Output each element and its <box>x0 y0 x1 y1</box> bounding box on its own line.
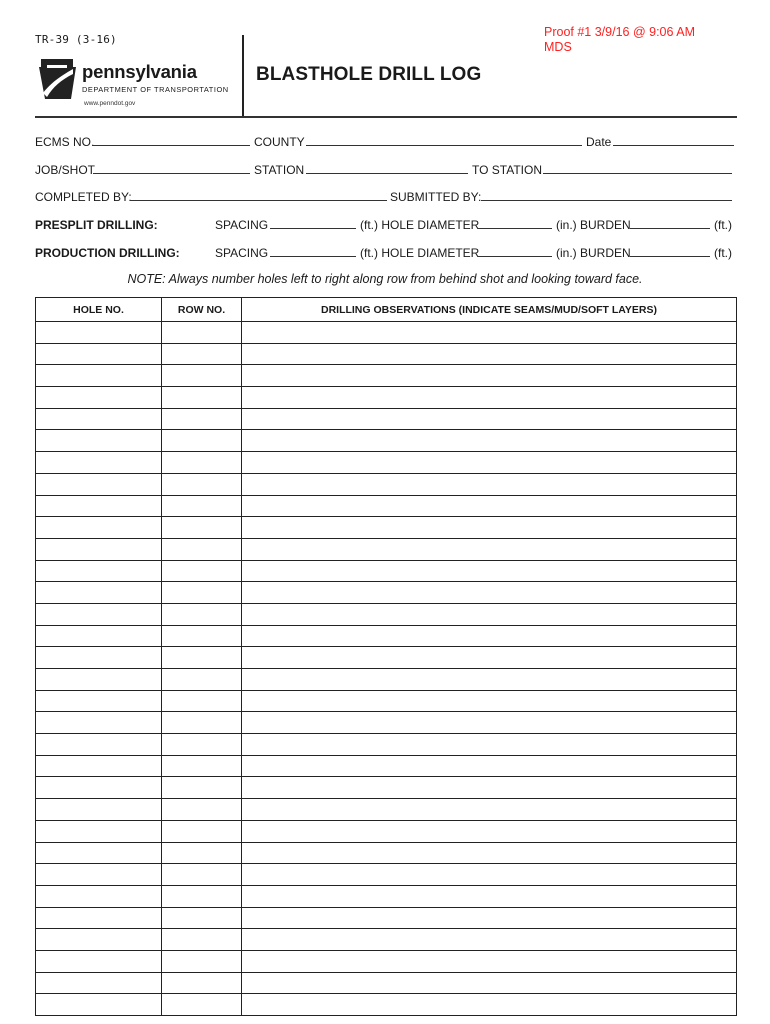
table-row <box>36 560 737 582</box>
table-row <box>36 734 737 756</box>
observations-cell[interactable] <box>242 452 737 474</box>
hole-no-cell[interactable] <box>36 343 162 365</box>
table-row <box>36 538 737 560</box>
hole-no-cell[interactable] <box>36 517 162 539</box>
presplit-spacing-label: SPACING <box>215 218 269 232</box>
hole-no-cell[interactable] <box>36 669 162 691</box>
row-no-cell[interactable] <box>162 517 242 539</box>
submitted-by-field[interactable] <box>481 189 732 201</box>
table-row <box>36 950 737 972</box>
row-no-cell[interactable] <box>162 777 242 799</box>
observations-cell[interactable] <box>242 929 737 951</box>
row-no-cell[interactable] <box>162 647 242 669</box>
observations-cell[interactable] <box>242 517 737 539</box>
hole-no-cell[interactable] <box>36 994 162 1016</box>
observations-cell[interactable] <box>242 387 737 409</box>
col-header-row-no: ROW NO. <box>162 298 242 322</box>
production-row <box>35 245 735 261</box>
table-row <box>36 842 737 864</box>
row-no-cell[interactable] <box>162 603 242 625</box>
presplit-burden-field[interactable] <box>630 217 710 229</box>
hole-no-cell[interactable] <box>36 473 162 495</box>
observations-cell[interactable] <box>242 712 737 734</box>
row-no-cell[interactable] <box>162 408 242 430</box>
table-row <box>36 452 737 474</box>
observations-cell[interactable] <box>242 885 737 907</box>
production-burden-label: (in.) BURDEN <box>556 246 631 260</box>
observations-cell[interactable] <box>242 495 737 517</box>
observations-cell[interactable] <box>242 842 737 864</box>
date-field[interactable] <box>613 134 734 146</box>
table-row <box>36 430 737 452</box>
row-no-cell[interactable] <box>162 972 242 994</box>
row-no-cell[interactable] <box>162 755 242 777</box>
row-no-cell[interactable] <box>162 387 242 409</box>
instruction-note: NOTE: Always number holes left to right along row from behind shot and looking toward face. <box>127 272 643 286</box>
table-row <box>36 603 737 625</box>
signoff-row <box>35 189 735 205</box>
observations-cell[interactable] <box>242 777 737 799</box>
row-no-cell[interactable] <box>162 799 242 821</box>
station-field[interactable] <box>306 162 468 174</box>
production-hole-diameter-label: (ft.) HOLE DIAMETER <box>360 246 480 260</box>
table-row <box>36 625 737 647</box>
presplit-burden-label: (in.) BURDEN <box>556 218 631 232</box>
presplit-hole-diameter-field[interactable] <box>478 217 552 229</box>
table-row <box>36 690 737 712</box>
table-row <box>36 972 737 994</box>
observations-cell[interactable] <box>242 669 737 691</box>
row-no-cell[interactable] <box>162 322 242 344</box>
presplit-spacing-field[interactable] <box>270 217 356 229</box>
production-label: PRODUCTION DRILLING: <box>35 246 180 260</box>
row-no-cell[interactable] <box>162 343 242 365</box>
production-burden-unit: (ft.) <box>714 246 732 260</box>
hole-no-cell[interactable] <box>36 408 162 430</box>
table-row <box>36 322 737 344</box>
hole-no-cell[interactable] <box>36 734 162 756</box>
county-field[interactable] <box>306 134 582 146</box>
observations-cell[interactable] <box>242 625 737 647</box>
hole-no-cell[interactable] <box>36 538 162 560</box>
observations-cell[interactable] <box>242 322 737 344</box>
hole-no-cell[interactable] <box>36 755 162 777</box>
observations-cell[interactable] <box>242 582 737 604</box>
row-no-cell[interactable] <box>162 538 242 560</box>
table-row <box>36 929 737 951</box>
drill-log-table <box>35 297 737 1016</box>
row-no-cell[interactable] <box>162 907 242 929</box>
hole-no-cell[interactable] <box>36 603 162 625</box>
row-no-cell[interactable] <box>162 712 242 734</box>
observations-cell[interactable] <box>242 864 737 886</box>
table-row <box>36 343 737 365</box>
proof-stamp <box>544 25 695 55</box>
production-hole-diameter-field[interactable] <box>478 245 552 257</box>
page-title: BLASTHOLE DRILL LOG <box>256 64 482 85</box>
table-row <box>36 885 737 907</box>
hole-no-cell[interactable] <box>36 972 162 994</box>
row-no-cell[interactable] <box>162 669 242 691</box>
row-no-cell[interactable] <box>162 994 242 1016</box>
logo-wordmark: pennsylvania <box>82 61 197 82</box>
proof-line-1: Proof #1 3/9/16 @ 9:06 AM <box>544 25 695 39</box>
hole-no-cell[interactable] <box>36 820 162 842</box>
hole-no-cell[interactable] <box>36 625 162 647</box>
row-no-cell[interactable] <box>162 495 242 517</box>
county-label: COUNTY <box>254 135 305 149</box>
row-no-cell[interactable] <box>162 473 242 495</box>
hole-no-cell[interactable] <box>36 365 162 387</box>
production-spacing-field[interactable] <box>270 245 356 257</box>
completed-by-label: COMPLETED BY: <box>35 190 132 204</box>
production-burden-field[interactable] <box>630 245 710 257</box>
row-no-cell[interactable] <box>162 690 242 712</box>
jobshot-row <box>35 162 735 178</box>
table-header-row <box>36 298 737 322</box>
hole-no-cell[interactable] <box>36 842 162 864</box>
hole-no-cell[interactable] <box>36 322 162 344</box>
presplit-hole-diameter-label: (ft.) HOLE DIAMETER <box>360 218 480 232</box>
observations-cell[interactable] <box>242 408 737 430</box>
table-row <box>36 864 737 886</box>
table-row <box>36 365 737 387</box>
submitted-by-label: SUBMITTED BY: <box>390 190 482 204</box>
table-row <box>36 820 737 842</box>
observations-cell[interactable] <box>242 365 737 387</box>
header-divider-horizontal <box>35 116 737 118</box>
hole-no-cell[interactable] <box>36 799 162 821</box>
hole-no-cell[interactable] <box>36 907 162 929</box>
jobshot-label: JOB/SHOT <box>35 163 96 177</box>
production-spacing-label: SPACING <box>215 246 269 260</box>
row-no-cell[interactable] <box>162 365 242 387</box>
observations-cell[interactable] <box>242 755 737 777</box>
table-row <box>36 408 737 430</box>
logo-url: www.penndot.gov <box>84 100 136 107</box>
date-label: Date <box>586 135 612 149</box>
row-no-cell[interactable] <box>162 430 242 452</box>
completed-by-field[interactable] <box>130 189 387 201</box>
observations-cell[interactable] <box>242 603 737 625</box>
proof-line-2: MDS <box>544 40 572 54</box>
observations-cell[interactable] <box>242 907 737 929</box>
hole-no-cell[interactable] <box>36 647 162 669</box>
table-row <box>36 799 737 821</box>
header-divider-vertical <box>242 35 244 118</box>
row-no-cell[interactable] <box>162 885 242 907</box>
table-row <box>36 994 737 1016</box>
row-no-cell[interactable] <box>162 929 242 951</box>
table-row <box>36 669 737 691</box>
hole-no-cell[interactable] <box>36 495 162 517</box>
observations-cell[interactable] <box>242 430 737 452</box>
hole-no-cell[interactable] <box>36 582 162 604</box>
keystone-logo-icon <box>37 57 77 106</box>
hole-no-cell[interactable] <box>36 864 162 886</box>
presplit-label: PRESPLIT DRILLING: <box>35 218 158 232</box>
hole-no-cell[interactable] <box>36 560 162 582</box>
row-no-cell[interactable] <box>162 452 242 474</box>
hole-no-cell[interactable] <box>36 929 162 951</box>
hole-no-cell[interactable] <box>36 712 162 734</box>
row-no-cell[interactable] <box>162 950 242 972</box>
table-row <box>36 647 737 669</box>
row-no-cell[interactable] <box>162 734 242 756</box>
hole-no-cell[interactable] <box>36 690 162 712</box>
col-header-hole-no: HOLE NO. <box>36 298 162 322</box>
hole-no-cell[interactable] <box>36 885 162 907</box>
observations-cell[interactable] <box>242 820 737 842</box>
logo-department: DEPARTMENT OF TRANSPORTATION <box>82 85 229 94</box>
table-row <box>36 495 737 517</box>
hole-no-cell[interactable] <box>36 950 162 972</box>
observations-cell[interactable] <box>242 734 737 756</box>
col-header-observations: DRILLING OBSERVATIONS (INDICATE SEAMS/MUD/SOFT LAYERS) <box>242 298 737 322</box>
table-row <box>36 517 737 539</box>
jobshot-field[interactable] <box>93 162 250 174</box>
hole-no-cell[interactable] <box>36 387 162 409</box>
table-body <box>36 322 737 1016</box>
ecms-field[interactable] <box>93 134 250 146</box>
ecms-label: ECMS NO. <box>35 135 95 149</box>
row-no-cell[interactable] <box>162 625 242 647</box>
hole-no-cell[interactable] <box>36 430 162 452</box>
row-no-cell[interactable] <box>162 864 242 886</box>
observations-cell[interactable] <box>242 647 737 669</box>
hole-no-cell[interactable] <box>36 777 162 799</box>
ecms-row <box>35 134 735 150</box>
observations-cell[interactable] <box>242 473 737 495</box>
observations-cell[interactable] <box>242 690 737 712</box>
to-station-label: TO STATION <box>472 163 543 177</box>
row-no-cell[interactable] <box>162 842 242 864</box>
table-row <box>36 387 737 409</box>
table-row <box>36 473 737 495</box>
table-row <box>36 777 737 799</box>
table-row <box>36 755 737 777</box>
row-no-cell[interactable] <box>162 560 242 582</box>
presplit-row <box>35 217 735 233</box>
presplit-burden-unit: (ft.) <box>714 218 732 232</box>
to-station-field[interactable] <box>543 162 732 174</box>
row-no-cell[interactable] <box>162 582 242 604</box>
hole-no-cell[interactable] <box>36 452 162 474</box>
observations-cell[interactable] <box>242 950 737 972</box>
table-row <box>36 712 737 734</box>
station-label: STATION <box>254 163 305 177</box>
observations-cell[interactable] <box>242 972 737 994</box>
observations-cell[interactable] <box>242 799 737 821</box>
table-row <box>36 582 737 604</box>
table-row <box>36 907 737 929</box>
observations-cell[interactable] <box>242 560 737 582</box>
row-no-cell[interactable] <box>162 820 242 842</box>
observations-cell[interactable] <box>242 538 737 560</box>
form-id: TR-39 (3-16) <box>35 33 117 46</box>
observations-cell[interactable] <box>242 994 737 1016</box>
observations-cell[interactable] <box>242 343 737 365</box>
